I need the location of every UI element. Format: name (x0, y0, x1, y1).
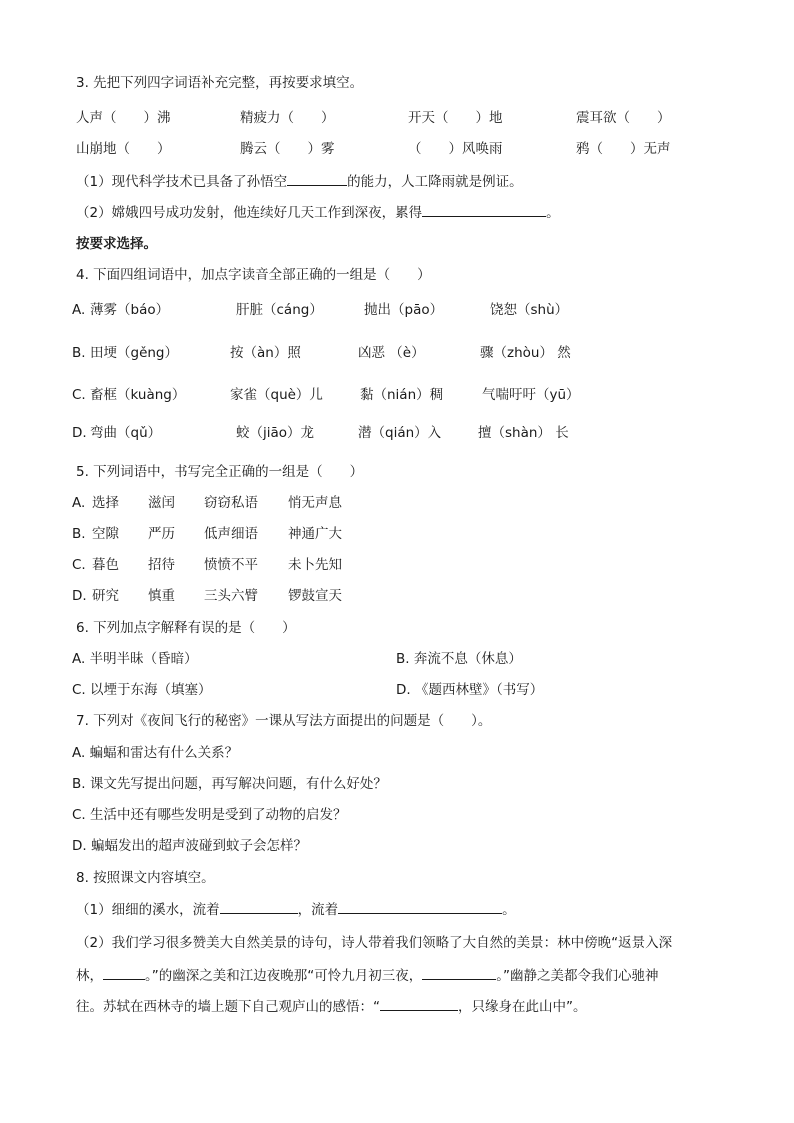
option-item: 愤愤不平 (204, 557, 258, 573)
option-item: 研究 (92, 588, 119, 604)
option-item: 骤（zhòu） 然 (480, 345, 571, 361)
option-item: 家雀（què）儿 (230, 387, 323, 403)
q8-sub2-line3 (76, 997, 587, 1016)
answer-blank[interactable] (287, 172, 347, 186)
q7-option-b[interactable]: B. 课文先写提出问题，再写解决问题，有什么好处？ (72, 776, 387, 792)
option-item: 低声细语 (204, 526, 258, 542)
q8-sub2-line1: （2）我们学习很多赞美大自然美景的诗句，诗人带着我们领略了大自然的美景：林中傍晚“返景入深 (76, 935, 673, 951)
q5-title: 5. 下列词语中，书写完全正确的一组是（ ） (76, 464, 364, 480)
q3-sub1-text: 的能力，人工降雨就是例证。 (347, 174, 523, 190)
answer-blank[interactable] (380, 997, 458, 1011)
q3-word: 人声（ ）沸 (76, 110, 171, 126)
option-item: 窃窃私语 (204, 495, 258, 511)
q7-title: 7. 下列对《夜间飞行的秘密》一课从写法方面提出的问题是（ ）。 (76, 713, 492, 729)
option-item: 严历 (148, 526, 175, 542)
q6-option-d[interactable]: D. 《题西林壁》（书写） (396, 682, 544, 698)
option-item: 畜框（kuàng） (90, 387, 186, 403)
answer-blank[interactable] (422, 203, 546, 217)
q3-title: 3. 先把下列四字词语补充完整，再按要求填空。 (76, 75, 364, 91)
q6-option-a[interactable]: A. 半明半昧（昏暗） (72, 651, 198, 667)
q6-option-c[interactable]: C. 以堙于东海（填塞） (72, 682, 212, 698)
option-item: 蛟（jiāo）龙 (236, 425, 315, 441)
option-item: 未卜先知 (288, 557, 342, 573)
option-label: B. (72, 526, 86, 542)
option-item: 擅（shàn） 长 (478, 425, 569, 441)
q3-word: （ ）风唤雨 (408, 141, 503, 157)
answer-blank[interactable] (338, 900, 502, 914)
q7-option-d[interactable]: D. 蝙蝠发出的超声波碰到蚊子会怎样？ (72, 838, 307, 854)
q8-sub1 (76, 900, 516, 919)
option-item: 招待 (148, 557, 175, 573)
q8-sub2-text: 林， (76, 968, 103, 984)
option-label: C. (72, 557, 86, 573)
option-item: 薄雾（báo） (90, 302, 170, 318)
q7-option-a[interactable]: A. 蝙蝠和雷达有什么关系？ (72, 745, 239, 761)
answer-blank[interactable] (422, 966, 496, 980)
q3-sub2-text: 。 (546, 205, 560, 221)
option-item: 滋闰 (148, 495, 175, 511)
option-item: 暮色 (92, 557, 119, 573)
q3-word: 山崩地（ ） (76, 141, 171, 157)
option-item: 田埂（gěng） (90, 345, 179, 361)
option-item: 气喘吁吁（yū） (482, 387, 580, 403)
q8-sub2-text: ，只缘身在此山中”。 (458, 999, 587, 1015)
q6-option-b[interactable]: B. 奔流不息（休息） (396, 651, 522, 667)
q3-word: 鸦（ ）无声 (576, 141, 671, 157)
option-label: B. (72, 345, 86, 361)
option-item: 锣鼓宣天 (288, 588, 342, 604)
option-item: 肝脏（cáng） (236, 302, 323, 318)
q3-sub2-text: （2）嫦娥四号成功发射，他连续好几天工作到深夜，累得 (76, 205, 423, 221)
option-label: C. (72, 387, 86, 403)
option-label: D. (72, 588, 87, 604)
option-item: 空隙 (92, 526, 119, 542)
option-item: 潜（qián）入 (358, 425, 442, 441)
option-item: 抛出（pāo） (364, 302, 444, 318)
q3-sub1 (76, 172, 523, 191)
q3-word: 震耳欲（ ） (576, 110, 671, 126)
option-label: A. (72, 302, 86, 318)
q8-sub2-text: 。”的幽深之美和江边夜晚那“可怜九月初三夜， (145, 968, 423, 984)
q8-title: 8. 按照课文内容填空。 (76, 870, 215, 886)
option-item: 按（àn）照 (230, 345, 301, 361)
q8-sub1-text: ，流着 (297, 902, 339, 918)
option-item: 黏（nián）稠 (360, 387, 444, 403)
option-item: 弯曲（qǔ） (90, 425, 162, 441)
option-label: D. (72, 425, 87, 441)
q4-title: 4. 下面四组词语中，加点字读音全部正确的一组是（ ） (76, 267, 431, 283)
q8-sub2-text: 往。苏轼在西林寺的墙上题下自己观庐山的感悟：“ (76, 999, 380, 1015)
q3-word: 精疲力（ ） (240, 110, 335, 126)
q8-sub2-text: 。”幽静之美都令我们心驰神 (496, 968, 659, 984)
answer-blank[interactable] (103, 966, 145, 980)
q3-sub1-text: （1）现代科学技术已具备了孙悟空 (76, 174, 288, 190)
q8-sub1-text: 。 (502, 902, 516, 918)
option-item: 三头六臂 (204, 588, 258, 604)
option-item: 悄无声息 (288, 495, 342, 511)
q3-word: 腾云（ ）雾 (240, 141, 335, 157)
option-item: 慎重 (148, 588, 175, 604)
q8-sub2-line2 (76, 966, 659, 985)
option-item: 选择 (92, 495, 119, 511)
section-heading: 按要求选择。 (76, 236, 157, 252)
q6-title: 6. 下列加点字解释有误的是（ ） (76, 620, 296, 636)
q7-option-c[interactable]: C. 生活中还有哪些发明是受到了动物的启发？ (72, 807, 347, 823)
option-item: 神通广大 (288, 526, 342, 542)
q3-word: 开天（ ）地 (408, 110, 503, 126)
option-item: 饶恕（shù） (490, 302, 569, 318)
option-item: 凶恶 （è） (358, 345, 425, 361)
q8-sub1-text: （1）细细的溪水，流着 (76, 902, 220, 918)
answer-blank[interactable] (220, 900, 298, 914)
option-label: A. (72, 495, 86, 511)
q3-sub2 (76, 203, 560, 222)
